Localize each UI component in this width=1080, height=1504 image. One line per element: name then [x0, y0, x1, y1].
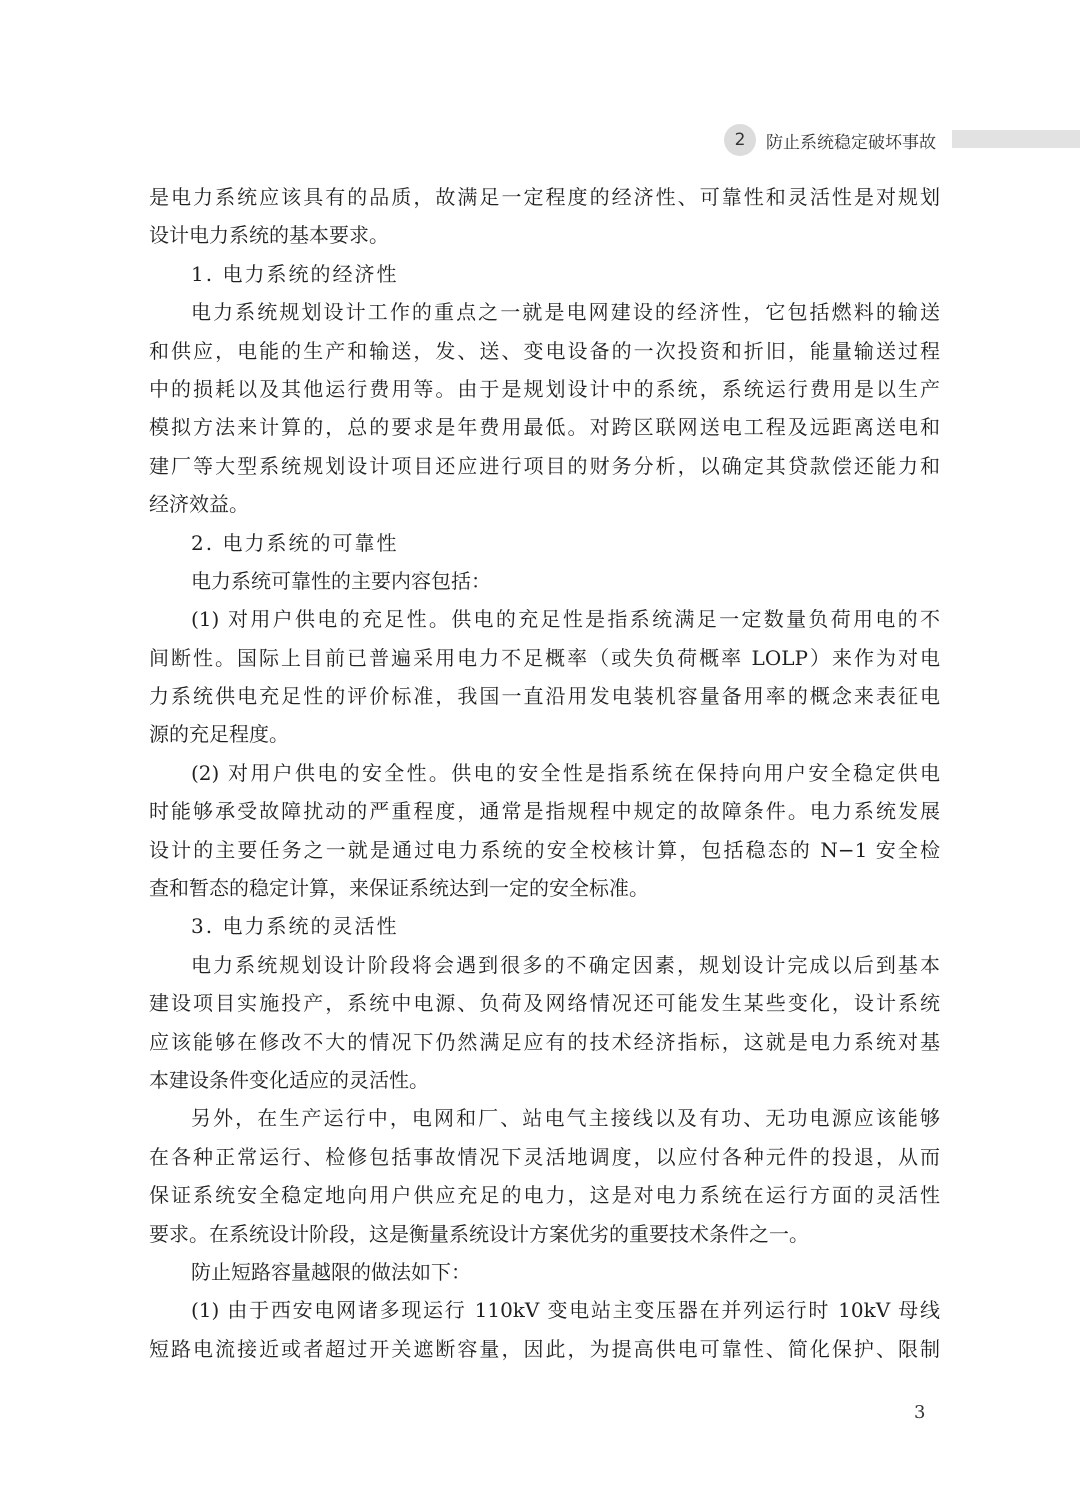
section-heading-flexibility: 3. 电力系统的灵活性	[191, 914, 399, 939]
paragraph-line: 应该能够在修改不大的情况下仍然满足应有的技术经济指标，这就是电力系统对基	[149, 1029, 940, 1054]
page-number: 3	[914, 1402, 926, 1423]
paragraph-line: 电力系统规划设计阶段将会遇到很多的不确定因素，规划设计完成以后到基本	[191, 952, 940, 977]
header-decoration-bar	[952, 130, 1080, 148]
paragraph-line: 源的充足程度。	[149, 722, 289, 747]
paragraph-line: 建厂等大型系统规划设计项目还应进行项目的财务分析，以确定其贷款偿还能力和	[149, 453, 940, 478]
paragraph-line: 和供应，电能的生产和输送，发、送、变电设备的一次投资和折旧，能量输送过程	[149, 338, 940, 363]
running-header	[724, 124, 936, 156]
paragraph-line: (1) 由于西安电网诸多现运行 110kV 变电站主变压器在并列运行时 10kV 母线	[191, 1298, 940, 1323]
paragraph-line: 建设项目实施投产，系统中电源、负荷及网络情况还可能发生某些变化，设计系统	[149, 991, 940, 1016]
paragraph-line: 保证系统安全稳定地向用户供应充足的电力，这是对电力系统在运行方面的灵活性	[149, 1183, 940, 1208]
paragraph-line: 设计电力系统的基本要求。	[149, 223, 389, 248]
paragraph-line: 防止短路容量越限的做法如下：	[191, 1259, 471, 1284]
paragraph-line: 要求。在系统设计阶段，这是衡量系统设计方案优劣的重要技术条件之一。	[149, 1221, 809, 1246]
paragraph-line: 模拟方法来计算的，总的要求是年费用最低。对跨区联网送电工程及远距离送电和	[149, 415, 940, 440]
paragraph-line: (2) 对用户供电的安全性。供电的安全性是指系统在保持向用户安全稳定供电	[191, 760, 940, 785]
paragraph-line: 设计的主要任务之一就是通过电力系统的安全校核计算，包括稳态的 N−1 安全检	[149, 837, 940, 862]
paragraph-line: 是电力系统应该具有的品质，故满足一定程度的经济性、可靠性和灵活性是对规划	[149, 185, 940, 209]
chapter-number-badge: 2	[724, 124, 756, 156]
paragraph-line: 力系统供电充足性的评价标准，我国一直沿用发电装机容量备用率的概念来表征电	[149, 684, 940, 709]
paragraph-line: 时能够承受故障扰动的严重程度，通常是指规程中规定的故障条件。电力系统发展	[149, 799, 940, 824]
chapter-title: 防止系统稳定破坏事故	[766, 132, 936, 153]
paragraph-line: 中的损耗以及其他运行费用等。由于是规划设计中的系统，系统运行费用是以生产	[149, 376, 940, 401]
paragraph-line: 查和暂态的稳定计算，来保证系统达到一定的安全标准。	[149, 876, 649, 901]
paragraph-line: (1) 对用户供电的充足性。供电的充足性是指系统满足一定数量负荷用电的不	[191, 607, 940, 632]
paragraph-line: 间断性。国际上目前已普遍采用电力不足概率（或失负荷概率 LOLP）来作为对电	[149, 645, 940, 670]
paragraph-line: 本建设条件变化适应的灵活性。	[149, 1067, 429, 1092]
paragraph-line: 电力系统规划设计工作的重点之一就是电网建设的经济性，它包括燃料的输送	[191, 300, 940, 325]
paragraph-line: 经济效益。	[149, 492, 249, 517]
paragraph-line: 在各种正常运行、检修包括事故情况下灵活地调度，以应付各种元件的投退，从而	[149, 1144, 940, 1169]
paragraph-line: 电力系统可靠性的主要内容包括：	[191, 568, 491, 593]
body-text	[149, 178, 940, 1368]
paragraph-line: 短路电流接近或者超过开关遮断容量，因此，为提高供电可靠性、简化保护、限制	[149, 1336, 940, 1361]
paragraph-line: 另外，在生产运行中，电网和厂、站电气主接线以及有功、无功电源应该能够	[191, 1106, 940, 1131]
section-heading-reliability: 2. 电力系统的可靠性	[191, 530, 399, 555]
section-heading-economy: 1. 电力系统的经济性	[191, 261, 399, 286]
